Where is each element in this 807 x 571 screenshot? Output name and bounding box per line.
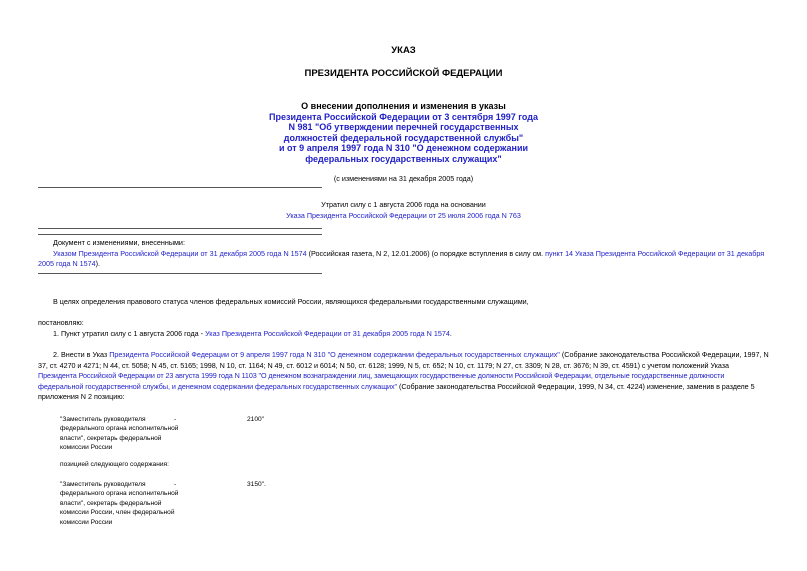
subtitle-line-1: О внесении дополнения и изменения в указы <box>301 101 506 111</box>
title-ukaz: УКАЗ <box>391 45 416 56</box>
subtitle-line-4[interactable]: должностей федеральной государственной службы" <box>283 132 524 143</box>
new-position-amount: 3150". <box>247 481 266 488</box>
decree-310-title-link[interactable]: "О денежном содержании федеральных государственных служащих" <box>327 350 560 359</box>
publication-text: (Российская газета, N 2, 12.01.2006) (о порядке вступления в силу см. <box>306 248 546 258</box>
divider <box>38 234 322 235</box>
lost-force-link[interactable]: Указа Президента Российской Федерации от 25 июля 2006 года N 763 <box>286 211 521 220</box>
new-position-dash: - <box>174 481 177 488</box>
subtitle-line-3[interactable]: N 981 "Об утверждении перечней государственных <box>288 122 519 133</box>
paragraph-2-line-2: 37, ст. 4270 и 4271; N 44, ст. 5058; N 45, ст. 5165; 1998, N 10, ст. 1164; N 49, ст. 6012 и 6014; N 50, ст. 6128; 1999, N 5, ст. 652; N 10, ст. 1179; N 27, ст. 3309; N 28, ст. 3676; N 39, ст. 4591) с учетом положений Указа <box>38 360 729 370</box>
title-president: ПРЕЗИДЕНТА РОССИЙСКОЙ ФЕДЕРАЦИИ <box>304 68 503 79</box>
decree-word: постановляю: <box>38 318 84 327</box>
subtitle-line-5[interactable]: и от 9 апреля 1997 года N 310 "О денежном содержании <box>278 143 529 154</box>
amending-decree-link[interactable]: Указом Президента Российской Федерации от 31 декабря 2005 года N 1574 <box>53 248 307 258</box>
document-subtitle <box>0 101 807 165</box>
divider <box>38 228 322 229</box>
paragraph-2-line-5: приложения N 2 позицию: <box>38 392 125 401</box>
doc-changes-heading: Документ с изменениями, внесенными: <box>53 238 185 247</box>
subtitle-line-2[interactable]: Президента Российской Федерации от 3 сентября 1997 года <box>269 111 538 122</box>
repealing-decree-link[interactable]: Указ Президента Российской Федерации от 31 декабря 2005 года N 1574 <box>205 329 450 338</box>
subtitle-line-6[interactable]: федеральных государственных служащих" <box>305 153 502 164</box>
decree-1103-link-cont[interactable]: федеральной государственной службы, и денежном содержании федеральных государственных служащих" <box>38 381 398 391</box>
entry-into-force-link[interactable]: пункт 14 Указа Президента Российской Федерации от 31 декабря <box>545 248 765 258</box>
preamble: В целях определения правового статуса членов федеральных комиссий России, являющихся федеральными государственными служащими, <box>53 297 529 306</box>
paragraph-1-text: 1. Пункт утратил силу с 1 августа 2006 года - <box>53 329 206 338</box>
closing-text: ). <box>95 259 101 268</box>
decree-1103-link[interactable]: Президента Российской Федерации от 23 августа 1999 года N 1103 "О денежном вознаграждении лиц, замещающих государственные должности Российской Федерации, отдельные государственные должности <box>38 371 725 380</box>
divider <box>38 187 322 188</box>
amendments-note: (с изменениями на 31 декабря 2005 года) <box>333 174 474 183</box>
divider <box>38 273 322 274</box>
decree-310-link[interactable]: Президента Российской Федерации от 9 апреля 1997 года N 310 <box>109 350 326 359</box>
doc-changes-line-1 <box>53 249 764 260</box>
replacement-label: позицией следующего содержания: <box>60 461 169 468</box>
doc-changes-line-2 <box>38 259 100 270</box>
new-position-title: "Заместитель руководителя федерального органа исполнительной власти", секретарь федеральной комиссии России, член федеральной комиссии России <box>60 481 179 526</box>
lost-force-line-1: Утратил силу с 1 августа 2006 года на основании <box>321 200 486 209</box>
paragraph-2-line-1: 2. Внести в Указ Президента Российской Федерации от 9 апреля 1997 года N 310 "О денежном содержании федеральных государственных служащих" (Собрание законодательства Российской Федерации, 1997, N <box>53 350 769 359</box>
old-position-dash: - <box>174 416 177 423</box>
old-position-title: "Заместитель руководителя федерального органа исполнительной власти", секретарь федеральной комиссии России <box>60 416 179 452</box>
paragraph-1: 1. Пункт утратил силу с 1 августа 2006 года - Указ Президента Российской Федерации от 31 декабря 2005 года N 1574. <box>53 329 452 338</box>
paragraph-2-line-4: федеральной государственной службы, и денежном содержании федеральных государственных служащих" (Собрание законодательства Российской Федерации, 1999, N 34, ст. 4224) изменение, заменив в разделе 5 <box>38 381 755 391</box>
entry-into-force-link-cont[interactable]: 2005 года N 1574 <box>38 259 96 268</box>
old-position-amount: 2100" <box>247 416 265 423</box>
